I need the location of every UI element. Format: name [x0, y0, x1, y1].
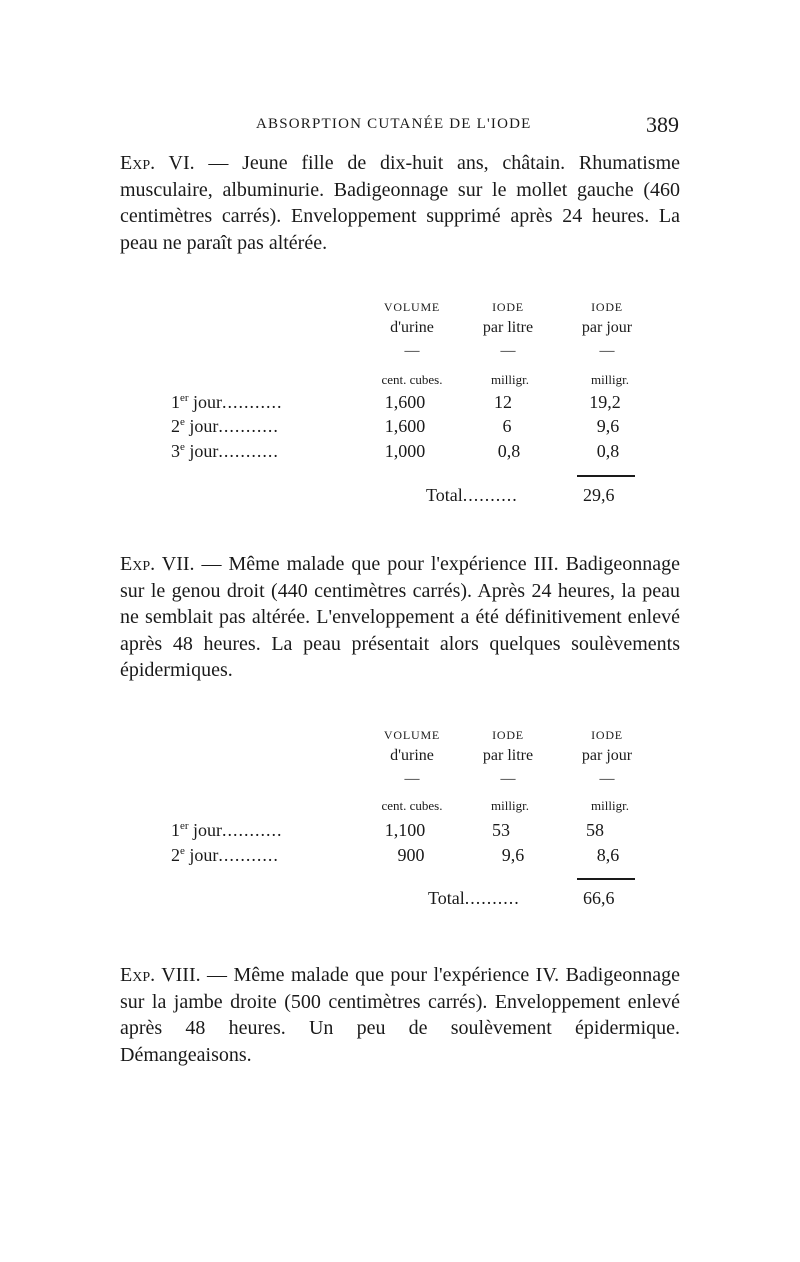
total-value: 66,6: [583, 888, 615, 908]
table-cell: 6: [502, 416, 512, 436]
col-header-dash: —: [599, 771, 615, 787]
total-label: [428, 888, 520, 909]
total-value: 29,6: [583, 485, 615, 505]
unit-label: milligr.: [491, 798, 529, 813]
col-header-top: VOLUME: [383, 300, 441, 314]
table-cell: 58: [586, 820, 604, 840]
row-word: jour: [184, 845, 219, 865]
table-cell: 0,8: [497, 441, 521, 461]
leader-dots: ...........: [222, 820, 283, 840]
leader-dots: ..........: [462, 485, 518, 505]
row-word: jour: [188, 820, 223, 840]
table-cell: 9,6: [596, 416, 620, 436]
experiment-8-text: VIII. — Même malade que pour l'expérience IV. Badigeonnage sur la jambe droite (500 centimètres carrés). Enveloppement enlevé après 48 heures. Un peu de soulèvement épidermique. Démangeaisons.: [120, 964, 680, 1066]
table-cell: 1,600: [384, 392, 426, 412]
table-cell: 900: [397, 845, 425, 865]
col-header-dash: —: [500, 343, 516, 359]
table-cell: 1,000: [384, 441, 426, 461]
leader-dots: ...........: [218, 416, 279, 436]
unit-label: milligr.: [591, 798, 629, 813]
row-num: 1: [171, 820, 180, 840]
table-cell: 1,100: [384, 820, 426, 840]
row-label: [171, 820, 283, 841]
table-cell: 8,6: [596, 845, 620, 865]
table-cell: 53: [492, 820, 510, 840]
col-header-mid: par jour: [581, 319, 633, 336]
experiment-7-paragraph: [120, 551, 680, 684]
experiment-7-text: VII. — Même malade que pour l'expérience III. Badigeonnage sur le genou droit (440 centimètres carrés). Après 24 heures, la peau ne semblait pas altérée. L'enveloppement a été définitivement enlevé après 48 heures. La peau présentait alors quelques soulèvements épidermiques.: [120, 553, 680, 681]
col-header-mid: d'urine: [390, 747, 434, 764]
row-sup: e: [180, 441, 185, 453]
experiment-8-paragraph: [120, 962, 680, 1068]
row-sup: er: [180, 820, 189, 832]
running-head: ABSORPTION CUTANÉE DE L'IODE: [256, 116, 532, 132]
row-word: jour: [188, 392, 223, 412]
row-word: jour: [184, 416, 219, 436]
col-header-dash: —: [500, 771, 516, 787]
total-word: Total: [426, 485, 463, 505]
unit-label: milligr.: [491, 372, 529, 387]
col-header-iode-litre: [453, 728, 563, 788]
table-cell: 19,2: [589, 392, 621, 412]
exp-label: Exp.: [120, 152, 156, 174]
total-word: Total: [428, 888, 465, 908]
table-cell: 9,6: [501, 845, 525, 865]
exp-label: Exp.: [120, 553, 156, 575]
row-label: [171, 441, 279, 462]
table-cell: 12: [494, 392, 512, 412]
row-label: [171, 845, 279, 866]
col-header-mid: d'urine: [390, 319, 434, 336]
leader-dots: ..........: [464, 888, 520, 908]
leader-dots: ...........: [218, 845, 279, 865]
total-rule: [577, 878, 635, 880]
col-header-volume: [357, 300, 467, 360]
col-header-top: IODE: [492, 728, 524, 742]
page-number: 389: [646, 112, 679, 137]
leader-dots: ...........: [222, 392, 283, 412]
unit-label: cent. cubes.: [381, 798, 443, 813]
row-label: [171, 392, 283, 413]
col-header-mid: par jour: [581, 747, 633, 764]
col-header-dash: —: [599, 343, 615, 359]
experiment-6-paragraph: [120, 150, 680, 256]
row-word: jour: [184, 441, 219, 461]
col-header-volume: [357, 728, 467, 788]
col-header-top: IODE: [591, 300, 623, 314]
col-header-dash: —: [404, 343, 420, 359]
unit-label: milligr.: [591, 372, 629, 387]
experiment-6-text: VI. — Jeune fille de dix-huit ans, châtain. Rhumatisme musculaire, albuminurie. Badigeonnage sur le mollet gauche (460 centimètres carrés). Enveloppement supprimé après 24 heures. La peau ne paraît pas altérée.: [120, 152, 681, 254]
col-header-iode-litre: [453, 300, 563, 360]
leader-dots: ...........: [218, 441, 279, 461]
col-header-top: VOLUME: [383, 728, 441, 742]
row-sup: er: [180, 392, 189, 404]
col-header-top: IODE: [591, 728, 623, 742]
row-num: 2: [171, 845, 180, 865]
total-rule: [577, 475, 635, 477]
row-num: 2: [171, 416, 180, 436]
table-cell: 0,8: [596, 441, 620, 461]
col-header-iode-jour: [552, 728, 662, 788]
row-label: [171, 416, 279, 437]
row-sup: e: [180, 416, 185, 428]
row-num: 1: [171, 392, 180, 412]
exp-label: Exp.: [120, 964, 156, 986]
table-cell: 1,600: [384, 416, 426, 436]
col-header-mid: par litre: [482, 319, 534, 336]
col-header-iode-jour: [552, 300, 662, 360]
col-header-dash: —: [404, 771, 420, 787]
col-header-top: IODE: [492, 300, 524, 314]
col-header-mid: par litre: [482, 747, 534, 764]
row-num: 3: [171, 441, 180, 461]
total-label: [426, 485, 518, 506]
unit-label: cent. cubes.: [381, 372, 443, 387]
row-sup: e: [180, 845, 185, 857]
